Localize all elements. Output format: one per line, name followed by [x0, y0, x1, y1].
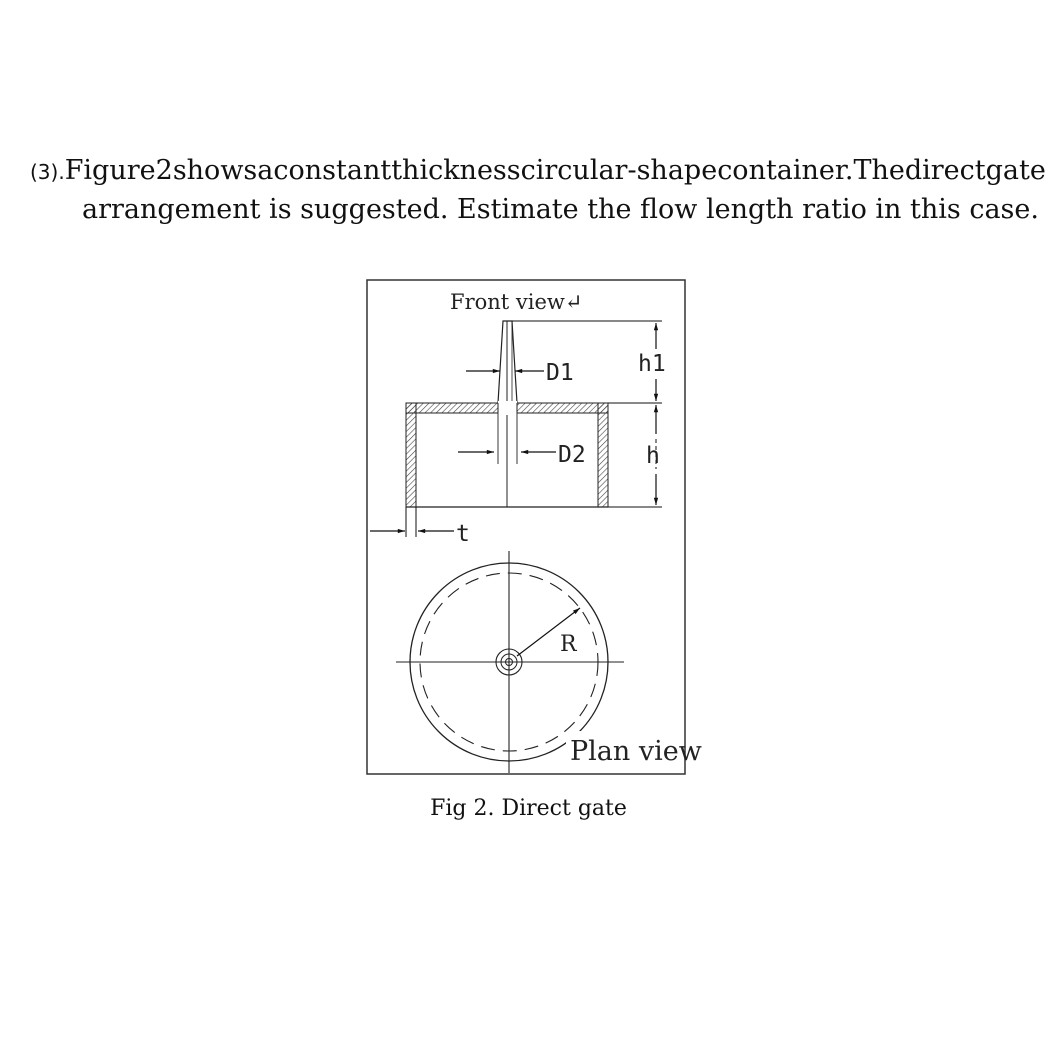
question-word: constant	[273, 155, 392, 186]
question-word: Figure	[64, 155, 156, 186]
question-word: 2	[155, 155, 173, 186]
front-view-label: Front view↵	[450, 290, 583, 314]
h1-label: h1	[638, 351, 666, 377]
d1-label: D1	[546, 360, 574, 386]
question-word: The	[853, 155, 905, 186]
question-word: thickness	[391, 155, 521, 186]
question-number: (3).	[30, 160, 65, 184]
question-word: circular-shape	[520, 155, 718, 186]
t-dimension	[370, 507, 454, 537]
r-label: R	[560, 632, 577, 657]
figure-caption: Fig 2. Direct gate	[430, 796, 627, 821]
question-line-2: arrangement is suggested. Estimate the flow length ratio in this case.	[82, 194, 1039, 225]
question-line-1	[30, 152, 1046, 191]
question-block	[30, 152, 1046, 229]
plan-view-label: Plan view	[570, 736, 702, 767]
question-word: gate	[985, 155, 1046, 186]
container-diagram	[366, 279, 702, 775]
d2-label: D2	[558, 442, 586, 468]
direct-gate-figure	[366, 279, 702, 775]
question-word: container.	[717, 155, 854, 186]
h-label: h	[646, 443, 660, 469]
t-label: t	[456, 521, 470, 547]
question-word: a	[257, 155, 274, 186]
question-word: direct	[904, 155, 986, 186]
question-word: shows	[172, 155, 258, 186]
